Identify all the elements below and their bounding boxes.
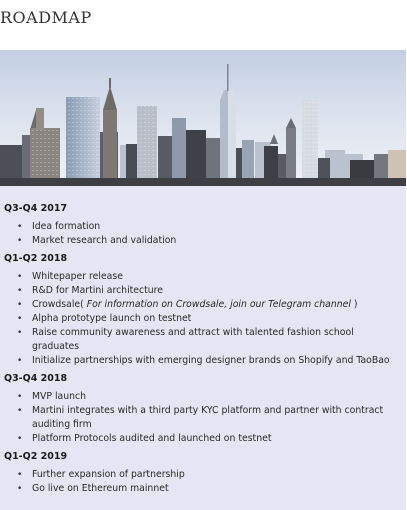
list-item — [0, 270, 406, 284]
list-item-text: Initialize partnerships with emerging designer brands on Shopify and TaoBao — [32, 355, 390, 366]
crowdsale-suffix: ) — [353, 299, 358, 310]
phase-q1-q2-2019 — [0, 448, 406, 496]
list-item-text: Alpha prototype launch on testnet — [32, 313, 192, 324]
list-item — [0, 284, 406, 298]
list-item — [0, 404, 406, 432]
list-item — [0, 234, 406, 248]
list-item-text: Idea formation — [32, 221, 101, 232]
crowdsale-telegram-note: For information on Crowdsale, join our Telegram channel — [83, 299, 354, 310]
bullet-icon: • — [17, 434, 23, 444]
roadmap-card — [0, 50, 406, 510]
bullet-icon: • — [17, 406, 23, 416]
list-item-text: Platform Protocols audited and launched on testnet — [32, 433, 272, 444]
phase-items — [0, 390, 406, 446]
phase-items — [0, 468, 406, 496]
bullet-icon: • — [17, 392, 23, 402]
list-item-text: Market research and validation — [32, 235, 177, 246]
bullet-icon: • — [17, 356, 23, 366]
bullet-icon: • — [17, 236, 23, 246]
list-item — [0, 220, 406, 234]
list-item-text: Whitepaper release — [32, 271, 123, 282]
list-item — [0, 468, 406, 482]
phase-q3-q4-2018 — [0, 370, 406, 446]
list-item — [0, 432, 406, 446]
list-item-text: Go live on Ethereum mainnet — [32, 483, 169, 494]
list-item — [0, 312, 406, 326]
crowdsale-item — [0, 298, 406, 312]
bullet-icon: • — [17, 314, 23, 324]
bullet-icon: • — [17, 222, 23, 232]
phase-title: Q3-Q4 2017 — [4, 203, 68, 214]
list-item — [0, 390, 406, 404]
page-title: ROADMAP — [0, 8, 92, 27]
list-item-text: Further expansion of partnership — [32, 469, 185, 480]
list-item — [0, 326, 406, 354]
list-item-text: Raise community awareness and attract with talented fashion school graduates — [32, 327, 354, 352]
list-item — [0, 482, 406, 496]
roadmap-list — [0, 200, 406, 498]
list-item-text: MVP launch — [32, 391, 87, 402]
phase-title: Q1-Q2 2018 — [4, 253, 68, 264]
list-item-text: Martini integrates with a third party KYC platform and partner with contract auditing firm — [32, 405, 384, 430]
bullet-icon: • — [17, 470, 23, 480]
phase-title: Q3-Q4 2018 — [4, 373, 68, 384]
phase-title: Q1-Q2 2019 — [4, 451, 68, 462]
list-item — [0, 354, 406, 368]
bullet-icon: • — [17, 286, 23, 296]
bullet-icon: • — [17, 328, 23, 338]
list-item-text: R&D for Martini architecture — [32, 285, 164, 296]
phase-items — [0, 220, 406, 248]
skyline-image — [0, 50, 406, 186]
phase-items — [0, 270, 406, 368]
phase-q3-q4-2017 — [0, 200, 406, 248]
bullet-icon: • — [17, 300, 23, 310]
phase-q1-q2-2018 — [0, 250, 406, 368]
bullet-icon: • — [17, 272, 23, 282]
bullet-icon: • — [17, 484, 23, 494]
crowdsale-prefix: Crowdsale( — [32, 299, 84, 310]
